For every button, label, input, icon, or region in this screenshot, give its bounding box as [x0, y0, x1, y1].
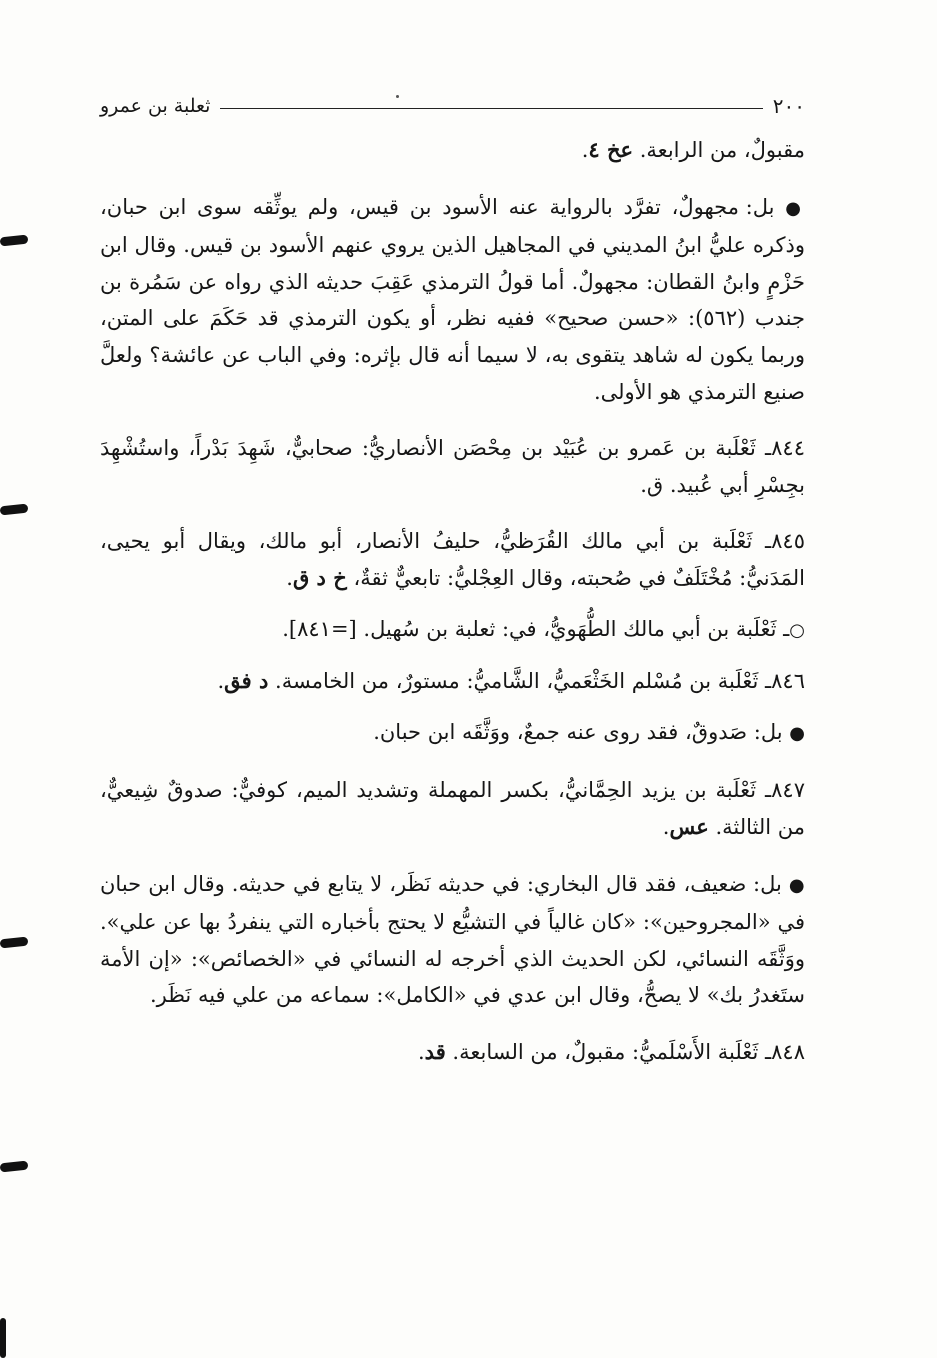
cross-reference: [100, 611, 805, 650]
running-head: ثعلبة بن عمرو: [100, 95, 211, 117]
entry-sigla: عخ ٤: [588, 137, 634, 162]
book-page: [100, 88, 805, 1070]
scan-mark: [0, 235, 28, 247]
entry-846: ٨٤٦ـ ثَعْلَبة بن مُسْلم الخَثْعَميُّ، الشَّاميُّ: مستورٌ، من الخامسة. د فق.: [217, 668, 805, 694]
entry-sigla: د فق: [224, 668, 269, 694]
commentary-text: بل: مجهولٌ، تفرَّد بالرواية عنه الأسود بن قيس، ولم يوثِّقه سوى ابن حبان، وذكره عليُّ ابنُ المديني في المجاهيل الذين يروي عنهم الأسود بن قيس. وقال ابن حَزْمٍ وابنُ القطان: مجهولٌ. أما قولُ الترمذي عَقِبَ حديثه الذي رواه عن سَمُرة بن جندب (٥٦٢): «حسن صحيح» ففيه نظر، أو يكون الترمذي قد حَكَمَ على المتن، وربما يكون له شاهد يتقوى به، لا سيما أنه قال بإثره: وفي الباب عن عائشة؟ ولعلَّ صنيع الترمذي هو الأولى.: [100, 194, 805, 404]
entry-continuation: مقبولٌ، من الرابعة. عخ ٤.: [581, 137, 805, 162]
scan-corner-mark: [0, 1318, 6, 1358]
entry-text: مقبولٌ، من الرابعة.: [639, 138, 805, 162]
entry-sigla: قد: [424, 1038, 446, 1064]
entry-text: ٨٤٧ـ ثَعْلَبة بن يزيد الحِمَّانيُّ، بكسر المهملة وتشديد الميم، كوفيٌّ: صدوقٌ شِيعيٌّ، من الثالثة.: [100, 778, 805, 839]
commentary-paragraph: [100, 866, 805, 1014]
entry-text: ٨٤٨ـ ثَعْلَبة الأَسْلَميُّ: مقبولٌ، من السابعة.: [452, 1039, 805, 1064]
page-header: [100, 88, 805, 124]
scan-mark: [0, 504, 28, 516]
commentary-text: بل: ضعيف، فقد قال البخاري: في حديثه نَظَر، لا يتابع في حديثه. وقال ابن حبان في «المجروحين»: «كان غالياً في التشيُّع لا يحتج بأخباره التي ينفردُ بها عن علي». ووَثَّقَه النسائي، لكن الحديث الذي أخرجه له النسائي في «الخصائص»: «إن الأمة ستَغدرُ بك» لا يصحُّ، وقال ابن عدي في «الكامل»: سماعه من علي فيه نَظَر.: [100, 871, 805, 1008]
scan-mark: [0, 1161, 28, 1173]
entry-text: ـ ثَعْلَبة بن أبي مالك الطُّهَويُّ، في: ثعلبة بن سُهيل. [=٨٤١].: [282, 616, 790, 641]
commentary-paragraph: [100, 189, 805, 411]
entry-847: ٨٤٧ـ ثَعْلَبة بن يزيد الحِمَّانيُّ، بكسر المهملة وتشديد الميم، كوفيٌّ: صدوقٌ شِيعيٌّ، من الثالثة. عس.: [100, 778, 805, 839]
circle-icon: ○: [789, 619, 805, 641]
entry-text: ٨٤٤ـ ثَعْلَبة بن عَمرو بن عُبَيْد بن مِحْصَن الأنصاريُّ: صحابيٌّ، شَهِدَ بَدْراً، واستُشْهِدَ بجِسْرِ أبي عُبيد. ق.: [100, 436, 805, 497]
bullet-icon: ●: [789, 722, 805, 744]
commentary-paragraph: [100, 714, 805, 753]
entry-844: [100, 430, 805, 503]
entry-sigla: عس: [669, 813, 709, 839]
entry-text: ٨٤٦ـ ثَعْلَبة بن مُسْلم الخَثْعَميُّ، الشَّاميُّ: مستورٌ، من الخامسة.: [275, 669, 805, 694]
header-rule: [220, 108, 762, 109]
entry-text: ٨٤٥ـ ثَعْلَبة بن أبي مالك القُرَظيُّ، حليفُ الأنصار، أبو مالك، ويقال أبو يحيى، المَدَنيُّ: مُخْتَلَفٌ في صُحبته، وقال العِجْليُّ: تابعيٌّ ثقةٌ،: [100, 529, 805, 590]
entry-sigla: خ د ق: [292, 564, 347, 590]
page-number: ٢٠٠: [772, 94, 805, 118]
commentary-text: بل: صَدوقٌ، فقد روى عنه جمعٌ، ووَثَّقَه ابن حبان.: [373, 719, 783, 744]
scan-mark: [0, 937, 28, 949]
entry-848: ٨٤٨ـ ثَعْلَبة الأَسْلَميُّ: مقبولٌ، من السابعة. قد.: [417, 1038, 805, 1064]
entry-845: ٨٤٥ـ ثَعْلَبة بن أبي مالك القُرَظيُّ، حليفُ الأنصار، أبو مالك، ويقال أبو يحيى، المَدَنيُّ: مُخْتَلَفٌ في صُحبته، وقال العِجْليُّ: تابعيٌّ ثقةٌ، خ د ق.: [100, 529, 805, 590]
bullet-icon: ●: [788, 874, 805, 896]
bullet-icon: ●: [785, 197, 805, 219]
scan-speck: [396, 95, 399, 98]
page-body: [100, 132, 805, 1070]
